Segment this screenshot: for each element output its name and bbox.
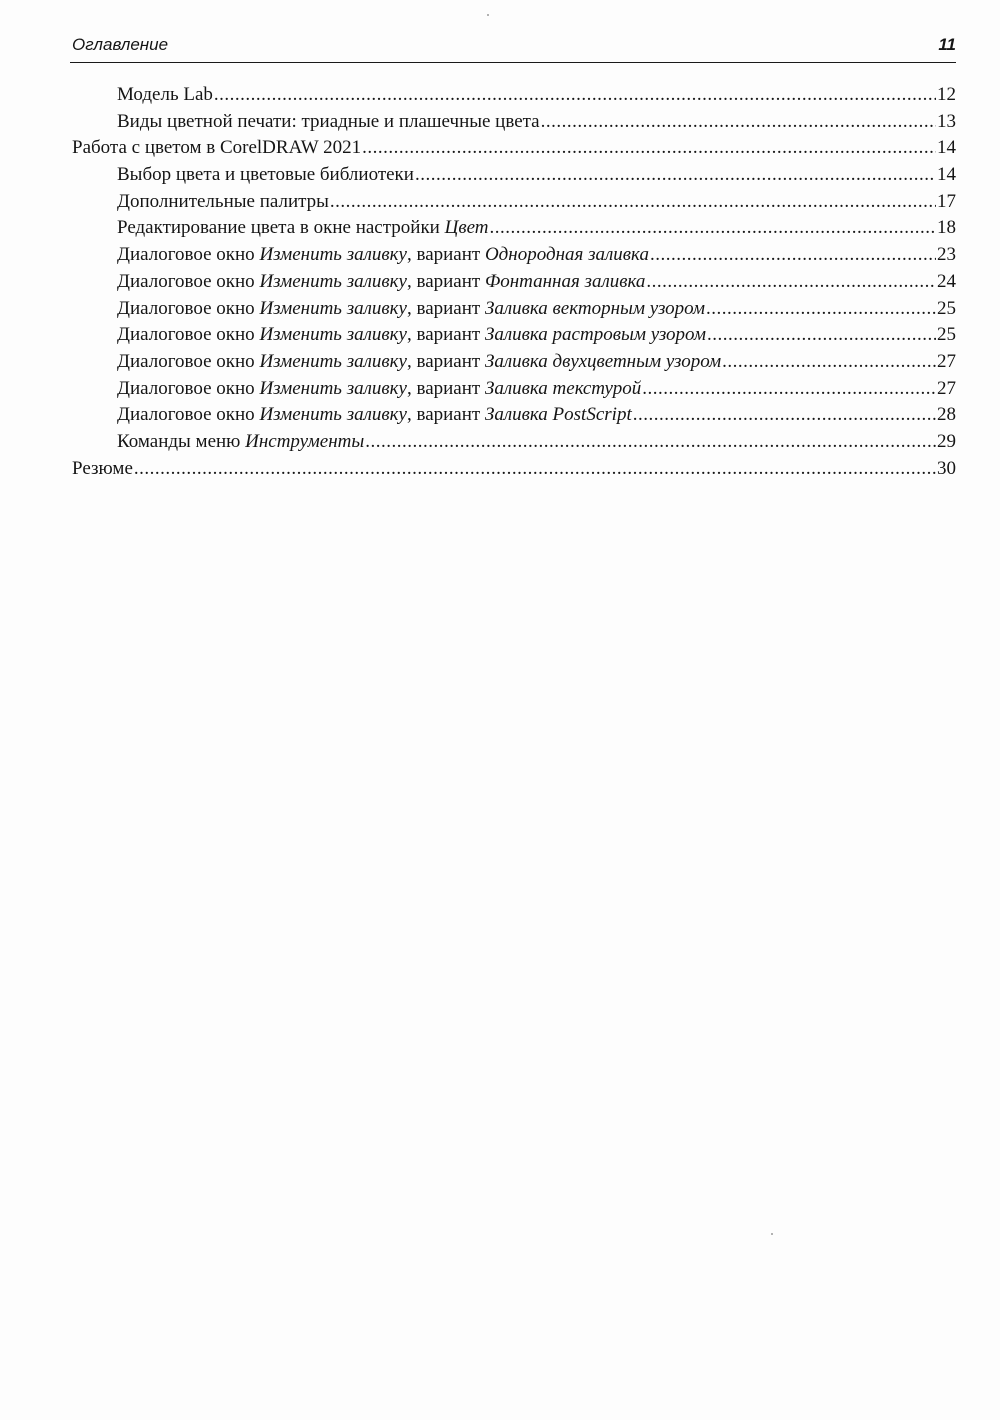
page-number: 11: [938, 35, 956, 54]
toc-title-part: Диалоговое окно: [117, 297, 260, 319]
dot-leader: [646, 269, 936, 296]
toc-entry-page: 25: [937, 297, 956, 319]
toc-title-italic-part: Однородная заливка: [484, 244, 649, 266]
dot-leader: [541, 109, 936, 136]
toc-entry-title: [117, 82, 213, 109]
dot-leader: [489, 215, 936, 242]
toc-title-italic-part: Заливка растровым узором: [484, 324, 706, 346]
toc-entry-page: 29: [937, 430, 956, 452]
toc-title-italic-part: Заливка PostScript: [484, 404, 632, 426]
toc-title-italic-part: Изменить заливку: [259, 350, 407, 372]
toc-entry[interactable]: [72, 376, 956, 403]
toc-title-part: Команды меню: [117, 430, 246, 452]
toc-entry-title: [117, 109, 540, 136]
toc-entry[interactable]: [72, 402, 956, 429]
toc-entry[interactable]: [72, 456, 956, 483]
toc-entry[interactable]: [72, 135, 956, 162]
dot-leader: [365, 429, 936, 456]
toc-entry[interactable]: [72, 109, 956, 136]
toc-entry-title: [117, 189, 329, 216]
toc-entry-title: [117, 242, 649, 269]
toc-title-part: Резюме: [72, 457, 133, 479]
toc-title-italic-part: Заливка текстурой: [484, 377, 642, 399]
toc-entry-title: [117, 162, 414, 189]
toc-entry-title: [72, 456, 133, 483]
toc-title-italic-part: Фонтанная заливка: [484, 270, 646, 292]
toc-entry-page: 28: [937, 404, 956, 426]
toc-entry-title: [117, 269, 645, 296]
toc-entry-title: [72, 135, 361, 162]
toc-entry-title: [117, 215, 488, 242]
toc-title-part: , вариант: [406, 297, 485, 319]
scan-speck: [487, 14, 489, 16]
toc-entry-title: [117, 296, 705, 323]
toc-entry-title: [117, 402, 632, 429]
toc-entry-page: 30: [937, 457, 956, 479]
toc-title-italic-part: Изменить заливку: [259, 270, 407, 292]
toc-entry[interactable]: [72, 189, 956, 216]
dot-leader: [722, 349, 936, 376]
toc-entry-page: 18: [937, 217, 956, 239]
toc-entry-page: 25: [937, 324, 956, 346]
toc-entry-title: [117, 376, 641, 403]
toc-title-part: Диалоговое окно: [117, 350, 260, 372]
dot-leader: [330, 189, 936, 216]
toc-entry[interactable]: [72, 349, 956, 376]
toc-entry-title: [117, 349, 721, 376]
toc-entry-page: 14: [937, 137, 956, 159]
toc-entry-page: 17: [937, 190, 956, 212]
toc-title-part: , вариант: [406, 350, 485, 372]
toc-title-part: Диалоговое окно: [117, 377, 260, 399]
toc-title-italic-part: Заливка двухцветным узором: [484, 350, 722, 372]
toc-title-italic-part: Изменить заливку: [259, 377, 407, 399]
toc-title-italic-part: Цвет: [444, 217, 489, 239]
dot-leader: [706, 296, 936, 323]
toc-title-part: Виды цветной печати: триадные и плашечные цвета: [117, 110, 540, 132]
toc-entry-title: [117, 322, 706, 349]
toc-title-italic-part: Изменить заливку: [259, 404, 407, 426]
toc-title-italic-part: Изменить заливку: [259, 297, 407, 319]
toc-title-part: Диалоговое окно: [117, 324, 260, 346]
dot-leader: [642, 376, 936, 403]
table-of-contents: [72, 82, 956, 482]
toc-entry-page: 27: [937, 377, 956, 399]
toc-entry[interactable]: [72, 162, 956, 189]
toc-entry[interactable]: [72, 322, 956, 349]
dot-leader: [415, 162, 936, 189]
toc-title-italic-part: Заливка векторным узором: [484, 297, 706, 319]
toc-entry[interactable]: [72, 82, 956, 109]
toc-title-part: , вариант: [406, 404, 485, 426]
toc-title-part: , вариант: [406, 270, 485, 292]
toc-title-part: Диалоговое окно: [117, 404, 260, 426]
toc-title-italic-part: Изменить заливку: [259, 324, 407, 346]
toc-title-part: Модель Lab: [117, 84, 213, 105]
dot-leader: [214, 82, 936, 109]
dot-leader: [633, 402, 936, 429]
toc-title-part: Диалоговое окно: [117, 244, 260, 266]
dot-leader: [650, 242, 936, 269]
dot-leader: [707, 322, 936, 349]
toc-entry[interactable]: [72, 296, 956, 323]
toc-title-part: Редактирование цвета в окне настройки: [117, 217, 445, 239]
toc-entry-title: [117, 429, 364, 456]
dot-leader: [134, 456, 936, 483]
dot-leader: [362, 135, 936, 162]
section-title: Оглавление: [72, 35, 169, 54]
toc-title-part: Дополнительные палитры: [117, 190, 329, 212]
toc-title-italic-part: Изменить заливку: [259, 244, 407, 266]
toc-entry-page: 14: [937, 164, 956, 186]
toc-title-part: , вариант: [406, 377, 485, 399]
toc-entry-page: 13: [937, 110, 956, 132]
toc-title-part: , вариант: [406, 244, 485, 266]
running-header: [70, 33, 956, 59]
toc-entry[interactable]: [72, 242, 956, 269]
toc-entry-page: 12: [937, 84, 956, 105]
scan-speck: [771, 1233, 773, 1235]
toc-entry[interactable]: [72, 429, 956, 456]
header-rule: [70, 62, 956, 63]
toc-title-part: Диалоговое окно: [117, 270, 260, 292]
toc-title-part: Работа с цветом в CorelDRAW 2021: [72, 137, 362, 159]
toc-entry-page: 24: [937, 270, 956, 292]
toc-title-part: Выбор цвета и цветовые библиотеки: [117, 164, 414, 186]
toc-entry[interactable]: [72, 215, 956, 242]
toc-entry-page: 27: [937, 350, 956, 372]
toc-title-italic-part: Инструменты: [245, 430, 365, 452]
toc-entry[interactable]: [72, 269, 956, 296]
toc-entry-page: 23: [937, 244, 956, 266]
toc-title-part: , вариант: [406, 324, 485, 346]
